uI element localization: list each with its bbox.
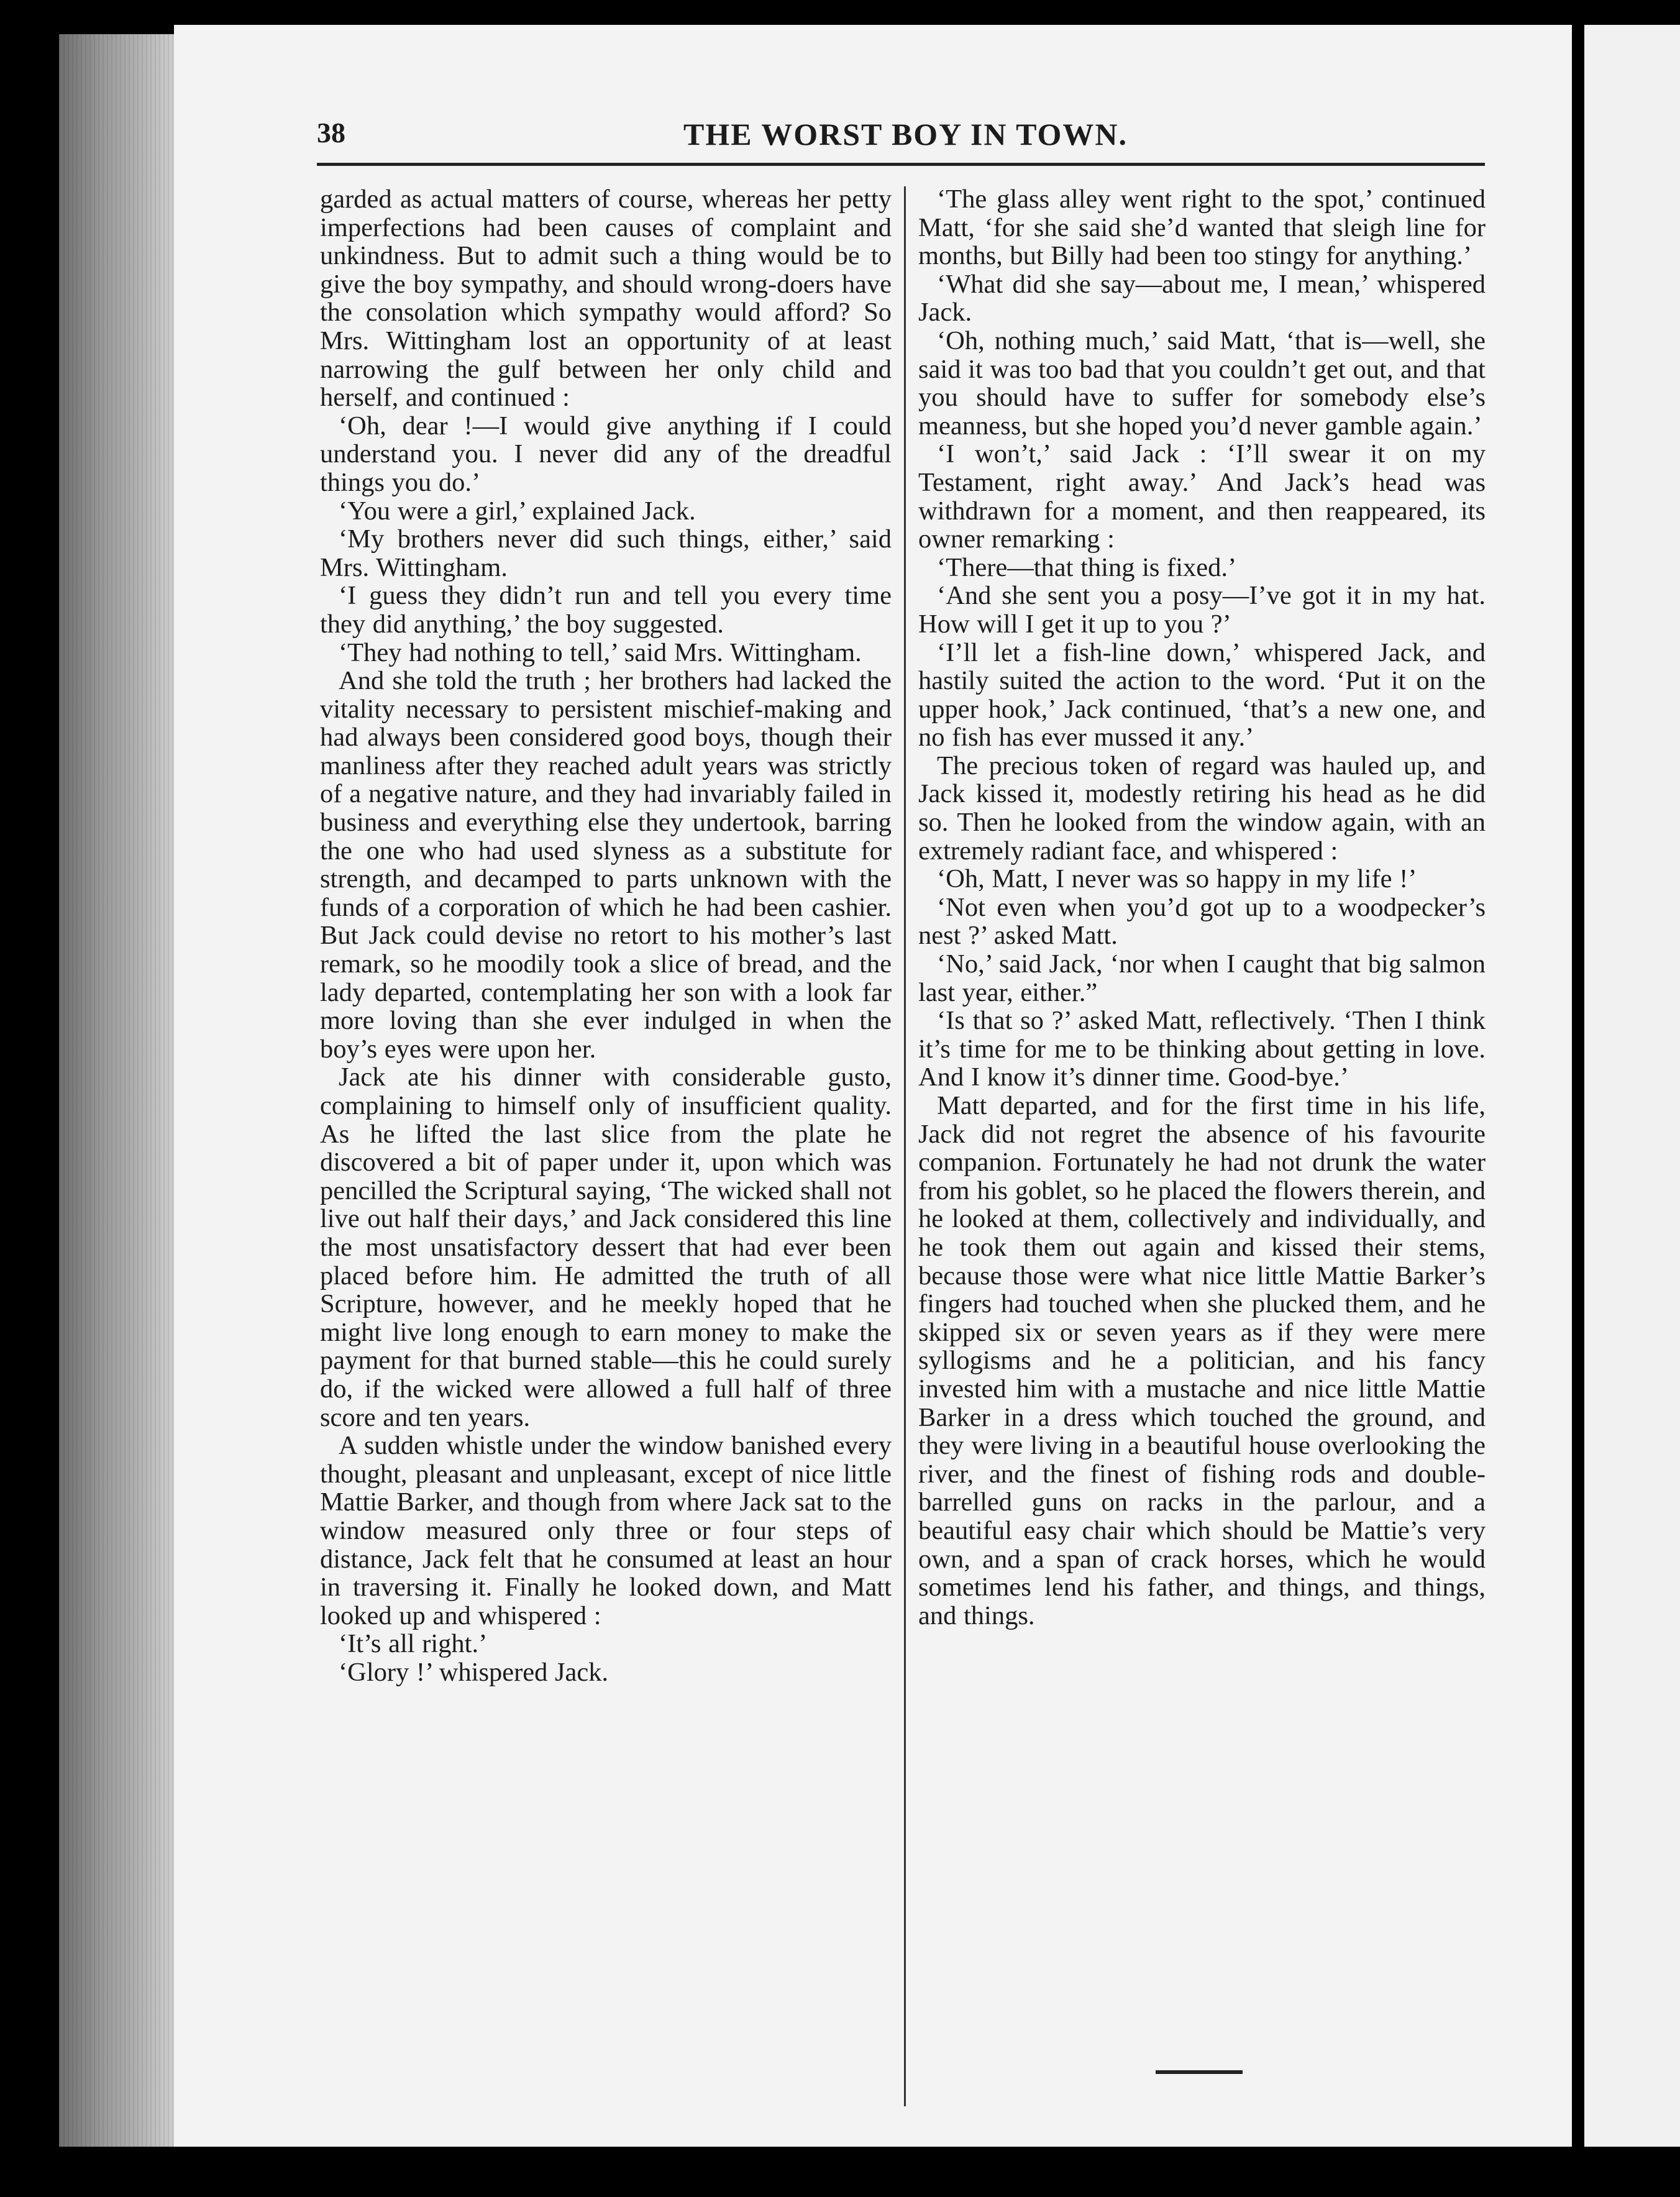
paragraph: Jack ate his dinner with considerable gusto, complaining to himself only of insufficient quality. As he lifted the last slice from the plate he discovered a bit of paper under it, upon which was pencilled the Scriptural saying, ‘The wicked shall not live out half their days,’ and Jack considered this line the most unsatisfactory dessert that had ever been placed before him. He admitted the truth of all Scripture, however, and he meekly hoped that he might live long enough to earn money to make the payment for that burned stable—this he could surely do, if the wicked were allowed a full half of three score and ten years. — [320, 1062, 892, 1432]
paragraph: ‘I won’t,’ said Jack : ‘I’ll swear it on my Testament, right away.’ And Jack’s head was withdrawn for a moment, and then reappeared, its owner remarking : — [918, 439, 1486, 554]
right-column — [918, 185, 1486, 1630]
paragraph: ‘Oh, Matt, I never was so happy in my life !’ — [937, 864, 1417, 894]
paragraph: ‘Oh, dear !—I would give anything if I could understand you. I never did any of the dreadful things you do.’ — [320, 411, 892, 497]
paragraph: ‘You were a girl,’ explained Jack. — [339, 496, 696, 526]
running-title: THE WORST BOY IN TOWN. — [683, 117, 1128, 152]
paragraph: garded as actual matters of course, whereas her petty imperfections had been causes of complaint and unkindness. But to admit such a thing would be to give the boy sympathy, and should wrong-doers have the consolation which sympathy would afford? So Mrs. Wittingham lost an opportunity of at least narrowing the gulf between her only child and herself, and continued : — [320, 185, 892, 413]
paragraph: A sudden whistle under the window banished every thought, pleasant and unpleasant, except of nice little Mattie Barker, and though from where Jack sat to the window measured only three or four steps of distance, Jack felt that he consumed at least an hour in traversing it. Finally he looked down, and Matt looked up and whispered : — [320, 1431, 892, 1630]
paragraph: ‘Glory !’ whispered Jack. — [339, 1657, 609, 1687]
book-edge — [59, 34, 186, 2147]
paragraph: ‘And she sent you a posy—I’ve got it in my hat. How will I get it up to you ?’ — [918, 581, 1486, 639]
left-column — [320, 185, 892, 1686]
paragraph: ‘They had nothing to tell,’ said Mrs. Wittingham. — [339, 637, 862, 667]
paragraph: ‘My brothers never did such things, either,’ said Mrs. Wittingham. — [320, 524, 892, 582]
paragraph: Matt departed, and for the first time in his life, Jack did not regret the absence of his favourite companion. Fortunately he had not drunk the water from his goblet, so he placed the flowers therein, and he looked at them, collectively and individually, and he took them out again and kissed their stems, because those were what nice little Mattie Barker’s fingers had touched when she plucked them, and he skipped six or seven years as if they were mere syllogisms and he a politician, and his fancy invested him with a mustache and nice little Mattie Barker in a dress which touched the ground, and they were living in a beautiful house overlooking the river, and the finest of fishing rods and double-barrelled guns on racks in the parlour, and a beautiful easy chair which should be Mattie’s very own, and a span of crack horses, which he would sometimes lend his father, and things, and things, and things. — [918, 1091, 1486, 1630]
paragraph: And she told the truth ; her brothers had lacked the vitality necessary to persistent mischief-making and had always been considered good boys, though their manliness after they reached adult years was strictly of a negative nature, and they had invariably failed in business and everything else they undertook, barring the one who had used slyness as a substitute for strength, and decamped to parts unknown with the funds of a corporation of which he had been cashier. But Jack could devise no retort to his mother’s last remark, so he moodily took a slice of bread, and the lady departed, contemplating her son with a look far more loving than she ever indulged in when the boy’s eyes were upon her. — [320, 666, 892, 1064]
paragraph: ‘Not even when you’d got up to a woodpecker’s nest ?’ asked Matt. — [918, 892, 1486, 951]
facing-page — [1584, 25, 1680, 2147]
paragraph: ‘The glass alley went right to the spot,’ continued Matt, ‘for she said she’d wanted that sleigh line for months, but Billy had been too stingy for anything.’ — [918, 185, 1486, 271]
page-number: 38 — [317, 117, 345, 148]
paragraph: The precious token of regard was hauled up, and Jack kissed it, modestly retiring his head as he did so. Then he looked from the window again, with an extremely radiant face, and whispered : — [918, 751, 1486, 866]
paragraph: ‘What did she say—about me, I mean,’ whispered Jack. — [918, 269, 1486, 327]
paragraph: ‘Oh, nothing much,’ said Matt, ‘that is—well, she said it was too bad that you couldn’t get out, and that you should have to suffer for somebody else’s meanness, but she hoped you’d never gamble again.’ — [918, 326, 1486, 441]
header-rule — [317, 163, 1485, 166]
paragraph: ‘No,’ said Jack, ‘nor when I caught that big salmon last year, either.” — [918, 949, 1486, 1007]
paragraph: ‘I guess they didn’t run and tell you every time they did anything,’ the boy suggested. — [320, 581, 892, 639]
paragraph: ‘Is that so ?’ asked Matt, reflectively. ‘Then I think it’s time for me to be thinking about getting in love. And I know it’s dinner time. Good-bye.’ — [918, 1006, 1486, 1092]
column-divider — [904, 186, 906, 2106]
paragraph: ‘There—that thing is fixed.’ — [937, 552, 1237, 582]
chapter-end-rule — [1156, 2070, 1243, 2074]
page-header — [317, 109, 1485, 158]
paragraph: ‘I’ll let a fish-line down,’ whispered Jack, and hastily suited the action to the word. ‘Put it on the upper hook,’ Jack continued, ‘that’s a new one, and no fish has ever mussed it any.’ — [918, 637, 1486, 752]
paragraph: ‘It’s all right.’ — [339, 1629, 488, 1659]
